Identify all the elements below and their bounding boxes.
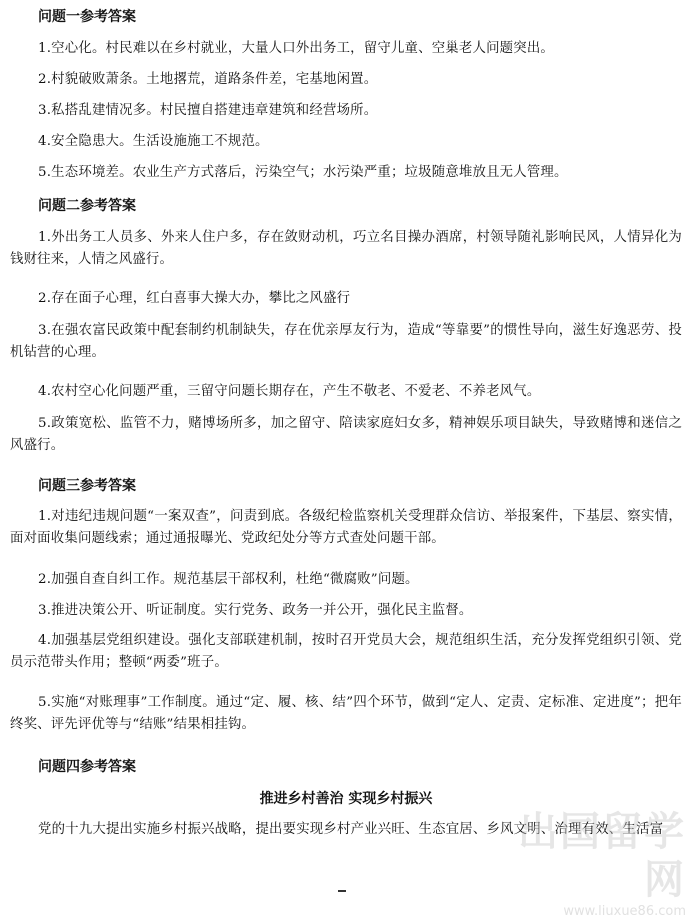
section-heading-1: 问题一参考答案 [38, 9, 136, 25]
answer-1-item-2: 2.村貌破败萧条。土地撂荒，道路条件差，宅基地闲置。 [38, 72, 378, 87]
answer-2-item-2: 2.存在面子心理，红白喜事大操大办，攀比之风盛行 [38, 291, 351, 306]
answer-2-item-3: 3.在强农富民政策中配套制约机制缺失，存在优亲厚友行为，造成“等靠要”的惯性导向，滋生好逸恶劳、投机钻营的心理。 [10, 323, 682, 360]
answer-3-item-3: 3.推进决策公开、听证制度。实行党务、政务一并公开，强化民主监督。 [38, 603, 473, 618]
answer-1-item-3: 3.私搭乱建情况多。村民擅自搭建违章建筑和经营场所。 [38, 103, 378, 118]
answer-1-item-4: 4.安全隐患大。生活设施施工不规范。 [38, 134, 269, 149]
watermark-url: www.liuxue86.com [563, 904, 686, 919]
essay-first-line: 党的十九大提出实施乡村振兴战略，提出要实现乡村产业兴旺、生态宜居、乡风文明、治理有效、生活富 [38, 822, 664, 837]
answer-2-item-5: 5.政策宽松、监管不力，赌博场所多，加之留守、陪读家庭妇女多，精神娱乐项目缺失，导致赌博和迷信之风盛行。 [10, 416, 682, 453]
answer-1-item-1: 1.空心化。村民难以在乡村就业，大量人口外出务工，留守儿童、空巢老人问题突出。 [38, 41, 555, 56]
answer-3-item-1: 1.对违纪违规问题“一案双查”，问责到底。各级纪检监察机关受理群众信访、举报案件，下基层、察实情，面对面收集问题线索；通过通报曝光、党政纪处分等方式查处问题干部。 [10, 509, 682, 546]
section-heading-4: 问题四参考答案 [38, 759, 136, 775]
site-watermark [496, 808, 686, 919]
section-heading-2: 问题二参考答案 [38, 198, 136, 214]
essay-title: 推进乡村善治 实现乡村振兴 [259, 791, 433, 807]
answer-3-item-2: 2.加强自查自纠工作。规范基层干部权利，杜绝“微腐败”问题。 [38, 572, 419, 587]
answer-2-item-4: 4.农村空心化问题严重，三留守问题长期存在，产生不敬老、不爱老、不养老风气。 [38, 384, 541, 399]
section-heading-3: 问题三参考答案 [38, 478, 136, 494]
answer-1-item-5: 5.生态环境差。农业生产方式落后，污染空气；水污染严重；垃圾随意堆放且无人管理。 [38, 165, 568, 180]
answer-2-item-1: 1.外出务工人员多、外来人住户多，存在敛财动机，巧立名目操办酒席，村领导随礼影响民风，人情异化为钱财往来，人情之风盛行。 [10, 230, 682, 267]
answer-3-item-5: 5.实施“对账理事”工作制度。通过“定、履、核、结”四个环节，做到“定人、定责、定标准、定进度”；把年终奖、评先评优等与“结账”结果相挂钩。 [10, 695, 682, 732]
watermark-logo: 出国留学网 [518, 809, 686, 903]
answer-3-item-4: 4.加强基层党组织建设。强化支部联建机制，按时召开党员大会，规范组织生活，充分发挥党组织引领、党员示范带头作用；整顿“两委”班子。 [10, 633, 682, 670]
